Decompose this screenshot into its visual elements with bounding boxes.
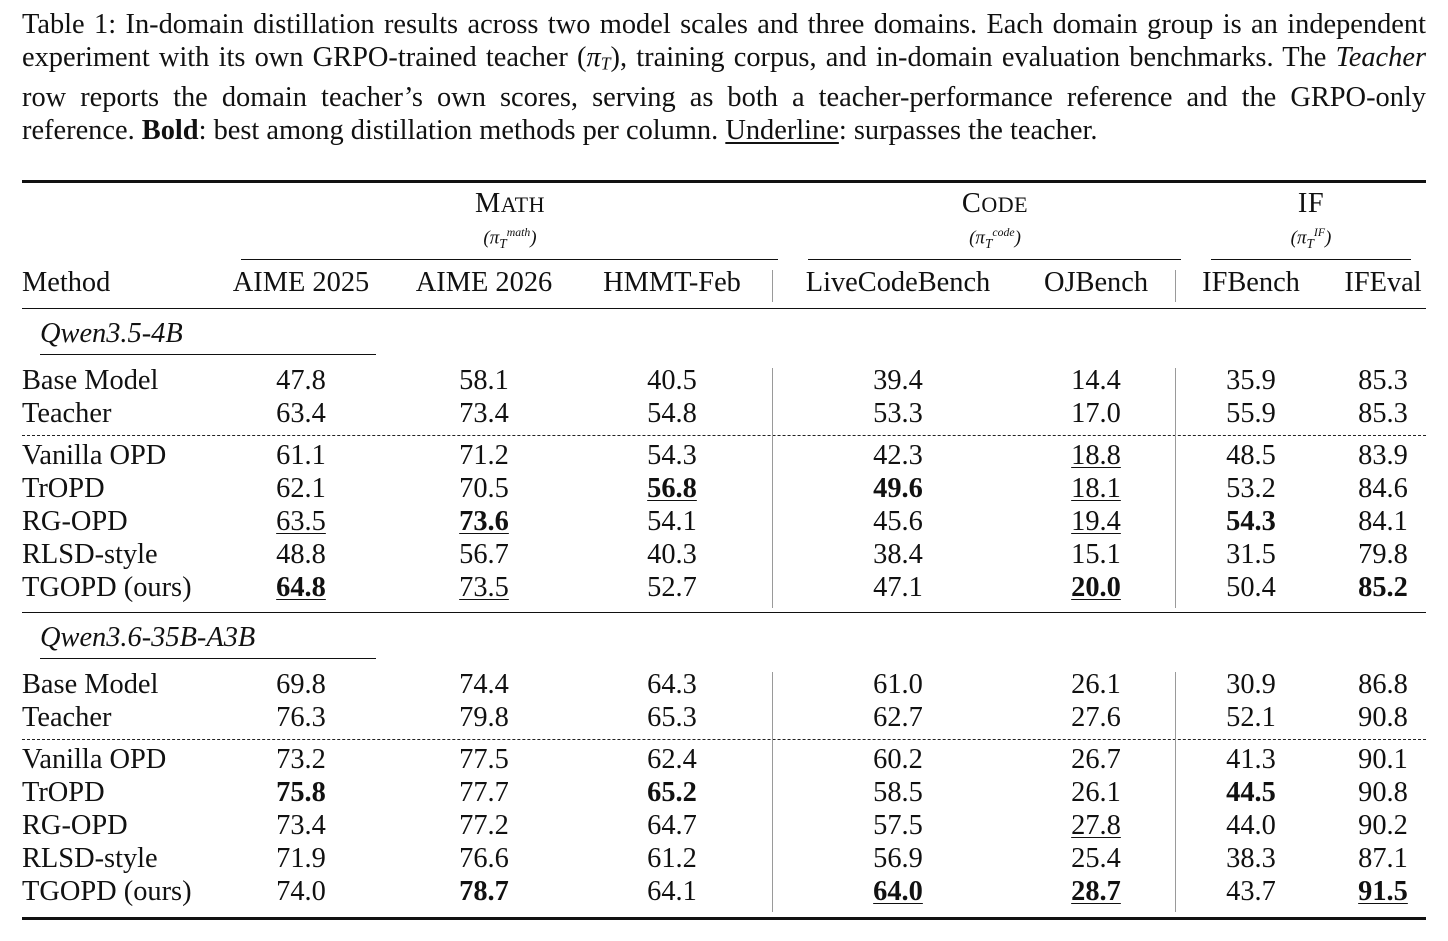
column-separator <box>772 368 773 608</box>
table-cell: 15.1 <box>1071 539 1121 570</box>
caption-pi-sub: T <box>600 53 611 74</box>
table-cell: 63.5 <box>276 506 326 537</box>
group-code-teacher: $(\pi_T^{code})$ <box>969 226 1021 252</box>
table-cell: 27.6 <box>1071 702 1121 733</box>
table-cell: 53.3 <box>873 398 923 429</box>
row-method: Vanilla OPD <box>22 440 167 471</box>
row-method: RLSD-style <box>22 843 158 874</box>
table-cell: 17.0 <box>1071 398 1121 429</box>
group-math-rule <box>241 259 778 260</box>
table-cell: 90.8 <box>1358 777 1408 808</box>
table-cell: 64.7 <box>647 810 697 841</box>
table-cell: 54.3 <box>647 440 697 471</box>
group-if-rule <box>1211 259 1411 260</box>
header-column-separator <box>1175 270 1176 302</box>
group-math-name: MATH <box>474 188 546 219</box>
table-cell: 53.2 <box>1226 473 1276 504</box>
table-cell: 50.4 <box>1226 572 1276 603</box>
table-cell: 48.5 <box>1226 440 1276 471</box>
table-cell: 87.1 <box>1358 843 1408 874</box>
table-cell: 38.4 <box>873 539 923 570</box>
row-method: Base Model <box>22 669 159 700</box>
table-cell: 71.9 <box>276 843 326 874</box>
table-cell: 61.1 <box>276 440 326 471</box>
table-cell: 40.3 <box>647 539 697 570</box>
row-method: TrOPD <box>22 473 105 504</box>
table-cell: 18.1 <box>1071 473 1121 504</box>
row-method: RG-OPD <box>22 506 128 537</box>
table-cell: 54.8 <box>647 398 697 429</box>
table-cell: 58.5 <box>873 777 923 808</box>
table-cell: 77.5 <box>459 744 509 775</box>
table-cell: 62.7 <box>873 702 923 733</box>
table-cell: 91.5 <box>1358 876 1408 907</box>
table-cell: 25.4 <box>1071 843 1121 874</box>
caption-pi: π <box>586 42 601 73</box>
table-cell: 60.2 <box>873 744 923 775</box>
row-method: Teacher <box>22 702 112 733</box>
table-cell: 70.5 <box>459 473 509 504</box>
table-cell: 73.4 <box>459 398 509 429</box>
table-cell: 79.8 <box>1358 539 1408 570</box>
table-cell: 39.4 <box>873 365 923 396</box>
table-cell: 62.4 <box>647 744 697 775</box>
group-if-name: IF <box>1297 188 1325 219</box>
table-cell: 44.5 <box>1226 777 1276 808</box>
table-cell: 43.7 <box>1226 876 1276 907</box>
table-cell: 61.0 <box>873 669 923 700</box>
row-method: Vanilla OPD <box>22 744 167 775</box>
table-cell: 73.4 <box>276 810 326 841</box>
model-section-rule <box>40 354 376 355</box>
column-header-aime-2026: AIME 2026 <box>415 267 553 298</box>
row-method: Teacher <box>22 398 112 429</box>
table-cell: 90.1 <box>1358 744 1408 775</box>
caption-label: Table 1: <box>22 9 117 40</box>
column-header-ifbench: IFBench <box>1202 267 1300 298</box>
table-cell: 77.7 <box>459 777 509 808</box>
table-cell: 19.4 <box>1071 506 1121 537</box>
table-cell: 40.5 <box>647 365 697 396</box>
table-cell: 79.8 <box>459 702 509 733</box>
table-cell: 90.2 <box>1358 810 1408 841</box>
header-rule <box>22 308 1426 309</box>
table-cell: 54.1 <box>647 506 697 537</box>
column-header-ifeval: IFEval <box>1344 267 1422 298</box>
column-header-ojbench: OJBench <box>1043 267 1149 298</box>
table-cell: 73.5 <box>459 572 509 603</box>
table-cell: 56.7 <box>459 539 509 570</box>
table-cell: 27.8 <box>1071 810 1121 841</box>
table-cell: 31.5 <box>1226 539 1276 570</box>
table-cell: 63.4 <box>276 398 326 429</box>
table-cell: 26.7 <box>1071 744 1121 775</box>
caption-bold-word: Bold <box>141 114 199 146</box>
section-rule <box>22 612 1426 613</box>
table-cell: 64.1 <box>647 876 697 907</box>
row-method: TGOPD (ours) <box>22 876 192 907</box>
row-method: RG-OPD <box>22 810 128 841</box>
table-cell: 71.2 <box>459 440 509 471</box>
table-cell: 57.5 <box>873 810 923 841</box>
table-cell: 44.0 <box>1226 810 1276 841</box>
table-cell: 64.8 <box>276 572 326 603</box>
caption-text-2: ), training corpus, and in-domain evaluation benchmarks. The <box>610 42 1336 73</box>
table-cell: 69.8 <box>276 669 326 700</box>
column-header-method: Method <box>22 267 111 298</box>
caption-text-3: row reports the domain teacher’s own scores, serving as both a teacher-performance reference and the GRPO-only reference. <box>22 81 1426 146</box>
model-section-title: Qwen3.6-35B-A3B <box>40 622 256 653</box>
table-cell: 26.1 <box>1071 669 1121 700</box>
table-cell: 78.7 <box>459 876 509 907</box>
table-cell: 65.2 <box>647 777 697 808</box>
caption-underline-word: Underline <box>725 114 839 146</box>
table-cell: 56.9 <box>873 843 923 874</box>
table-cell: 73.6 <box>459 506 509 537</box>
column-separator <box>1175 672 1176 912</box>
column-header-hmmt-feb: HMMT-Feb <box>603 267 741 298</box>
table-cell: 64.0 <box>873 876 923 907</box>
table-cell: 52.1 <box>1226 702 1276 733</box>
table-cell: 74.4 <box>459 669 509 700</box>
table-cell: 26.1 <box>1071 777 1121 808</box>
table-cell: 75.8 <box>276 777 326 808</box>
table-cell: 85.3 <box>1358 365 1408 396</box>
table-cell: 20.0 <box>1071 572 1121 603</box>
table-cell: 58.1 <box>459 365 509 396</box>
caption-teacher-word: Teacher <box>1335 42 1426 73</box>
row-method: Base Model <box>22 365 159 396</box>
group-if-teacher: $(\pi_T^{IF})$ <box>1290 226 1332 252</box>
table-cell: 61.2 <box>647 843 697 874</box>
table-caption <box>22 8 1426 147</box>
table-cell: 84.6 <box>1358 473 1408 504</box>
baseline-separator <box>22 435 1426 436</box>
table-cell: 76.3 <box>276 702 326 733</box>
table-cell: 77.2 <box>459 810 509 841</box>
table-cell: 38.3 <box>1226 843 1276 874</box>
group-math-teacher: $(\pi_T^{math})$ <box>483 226 537 252</box>
column-separator <box>1175 368 1176 608</box>
table-cell: 56.8 <box>647 473 697 504</box>
table-cell: 65.3 <box>647 702 697 733</box>
table-cell: 14.4 <box>1071 365 1121 396</box>
table-cell: 90.8 <box>1358 702 1408 733</box>
row-method: RLSD-style <box>22 539 158 570</box>
row-method: TGOPD (ours) <box>22 572 192 603</box>
table-cell: 76.6 <box>459 843 509 874</box>
table-cell: 42.3 <box>873 440 923 471</box>
table-cell: 35.9 <box>1226 365 1276 396</box>
caption-text-4: : best among distillation methods per column. <box>198 114 726 146</box>
table-cell: 62.1 <box>276 473 326 504</box>
table-cell: 84.1 <box>1358 506 1408 537</box>
column-separator <box>772 672 773 912</box>
table-cell: 41.3 <box>1226 744 1276 775</box>
table-cell: 85.2 <box>1358 572 1408 603</box>
table-cell: 86.8 <box>1358 669 1408 700</box>
group-code-name: CODE <box>961 188 1029 219</box>
column-header-aime-2025: AIME 2025 <box>232 267 370 298</box>
table-cell: 64.3 <box>647 669 697 700</box>
table-cell: 54.3 <box>1226 506 1276 537</box>
row-method: TrOPD <box>22 777 105 808</box>
table-cell: 73.2 <box>276 744 326 775</box>
caption-text-1: In-domain distillation results across two model scales and three domains. Each domain group is an independent experiment with its own GRPO-trained teacher ( <box>22 9 1426 73</box>
column-header-livecodebench: LiveCodeBench <box>805 267 991 298</box>
table-cell: 47.1 <box>873 572 923 603</box>
top-rule <box>22 180 1426 183</box>
table-cell: 74.0 <box>276 876 326 907</box>
table-cell: 28.7 <box>1071 876 1121 907</box>
baseline-separator <box>22 739 1426 740</box>
header-column-separator <box>772 270 773 302</box>
table-cell: 85.3 <box>1358 398 1408 429</box>
table-cell: 52.7 <box>647 572 697 603</box>
table-cell: 47.8 <box>276 365 326 396</box>
group-code-rule <box>808 259 1181 260</box>
table-cell: 55.9 <box>1226 398 1276 429</box>
caption-text-5: : surpasses the teacher. <box>838 114 1098 146</box>
table-cell: 18.8 <box>1071 440 1121 471</box>
table-cell: 48.8 <box>276 539 326 570</box>
bottom-rule <box>22 917 1426 920</box>
model-section-rule <box>40 658 376 659</box>
table-cell: 30.9 <box>1226 669 1276 700</box>
table-cell: 45.6 <box>873 506 923 537</box>
table-cell: 49.6 <box>873 473 923 504</box>
model-section-title: Qwen3.5-4B <box>40 318 183 349</box>
table-cell: 83.9 <box>1358 440 1408 471</box>
